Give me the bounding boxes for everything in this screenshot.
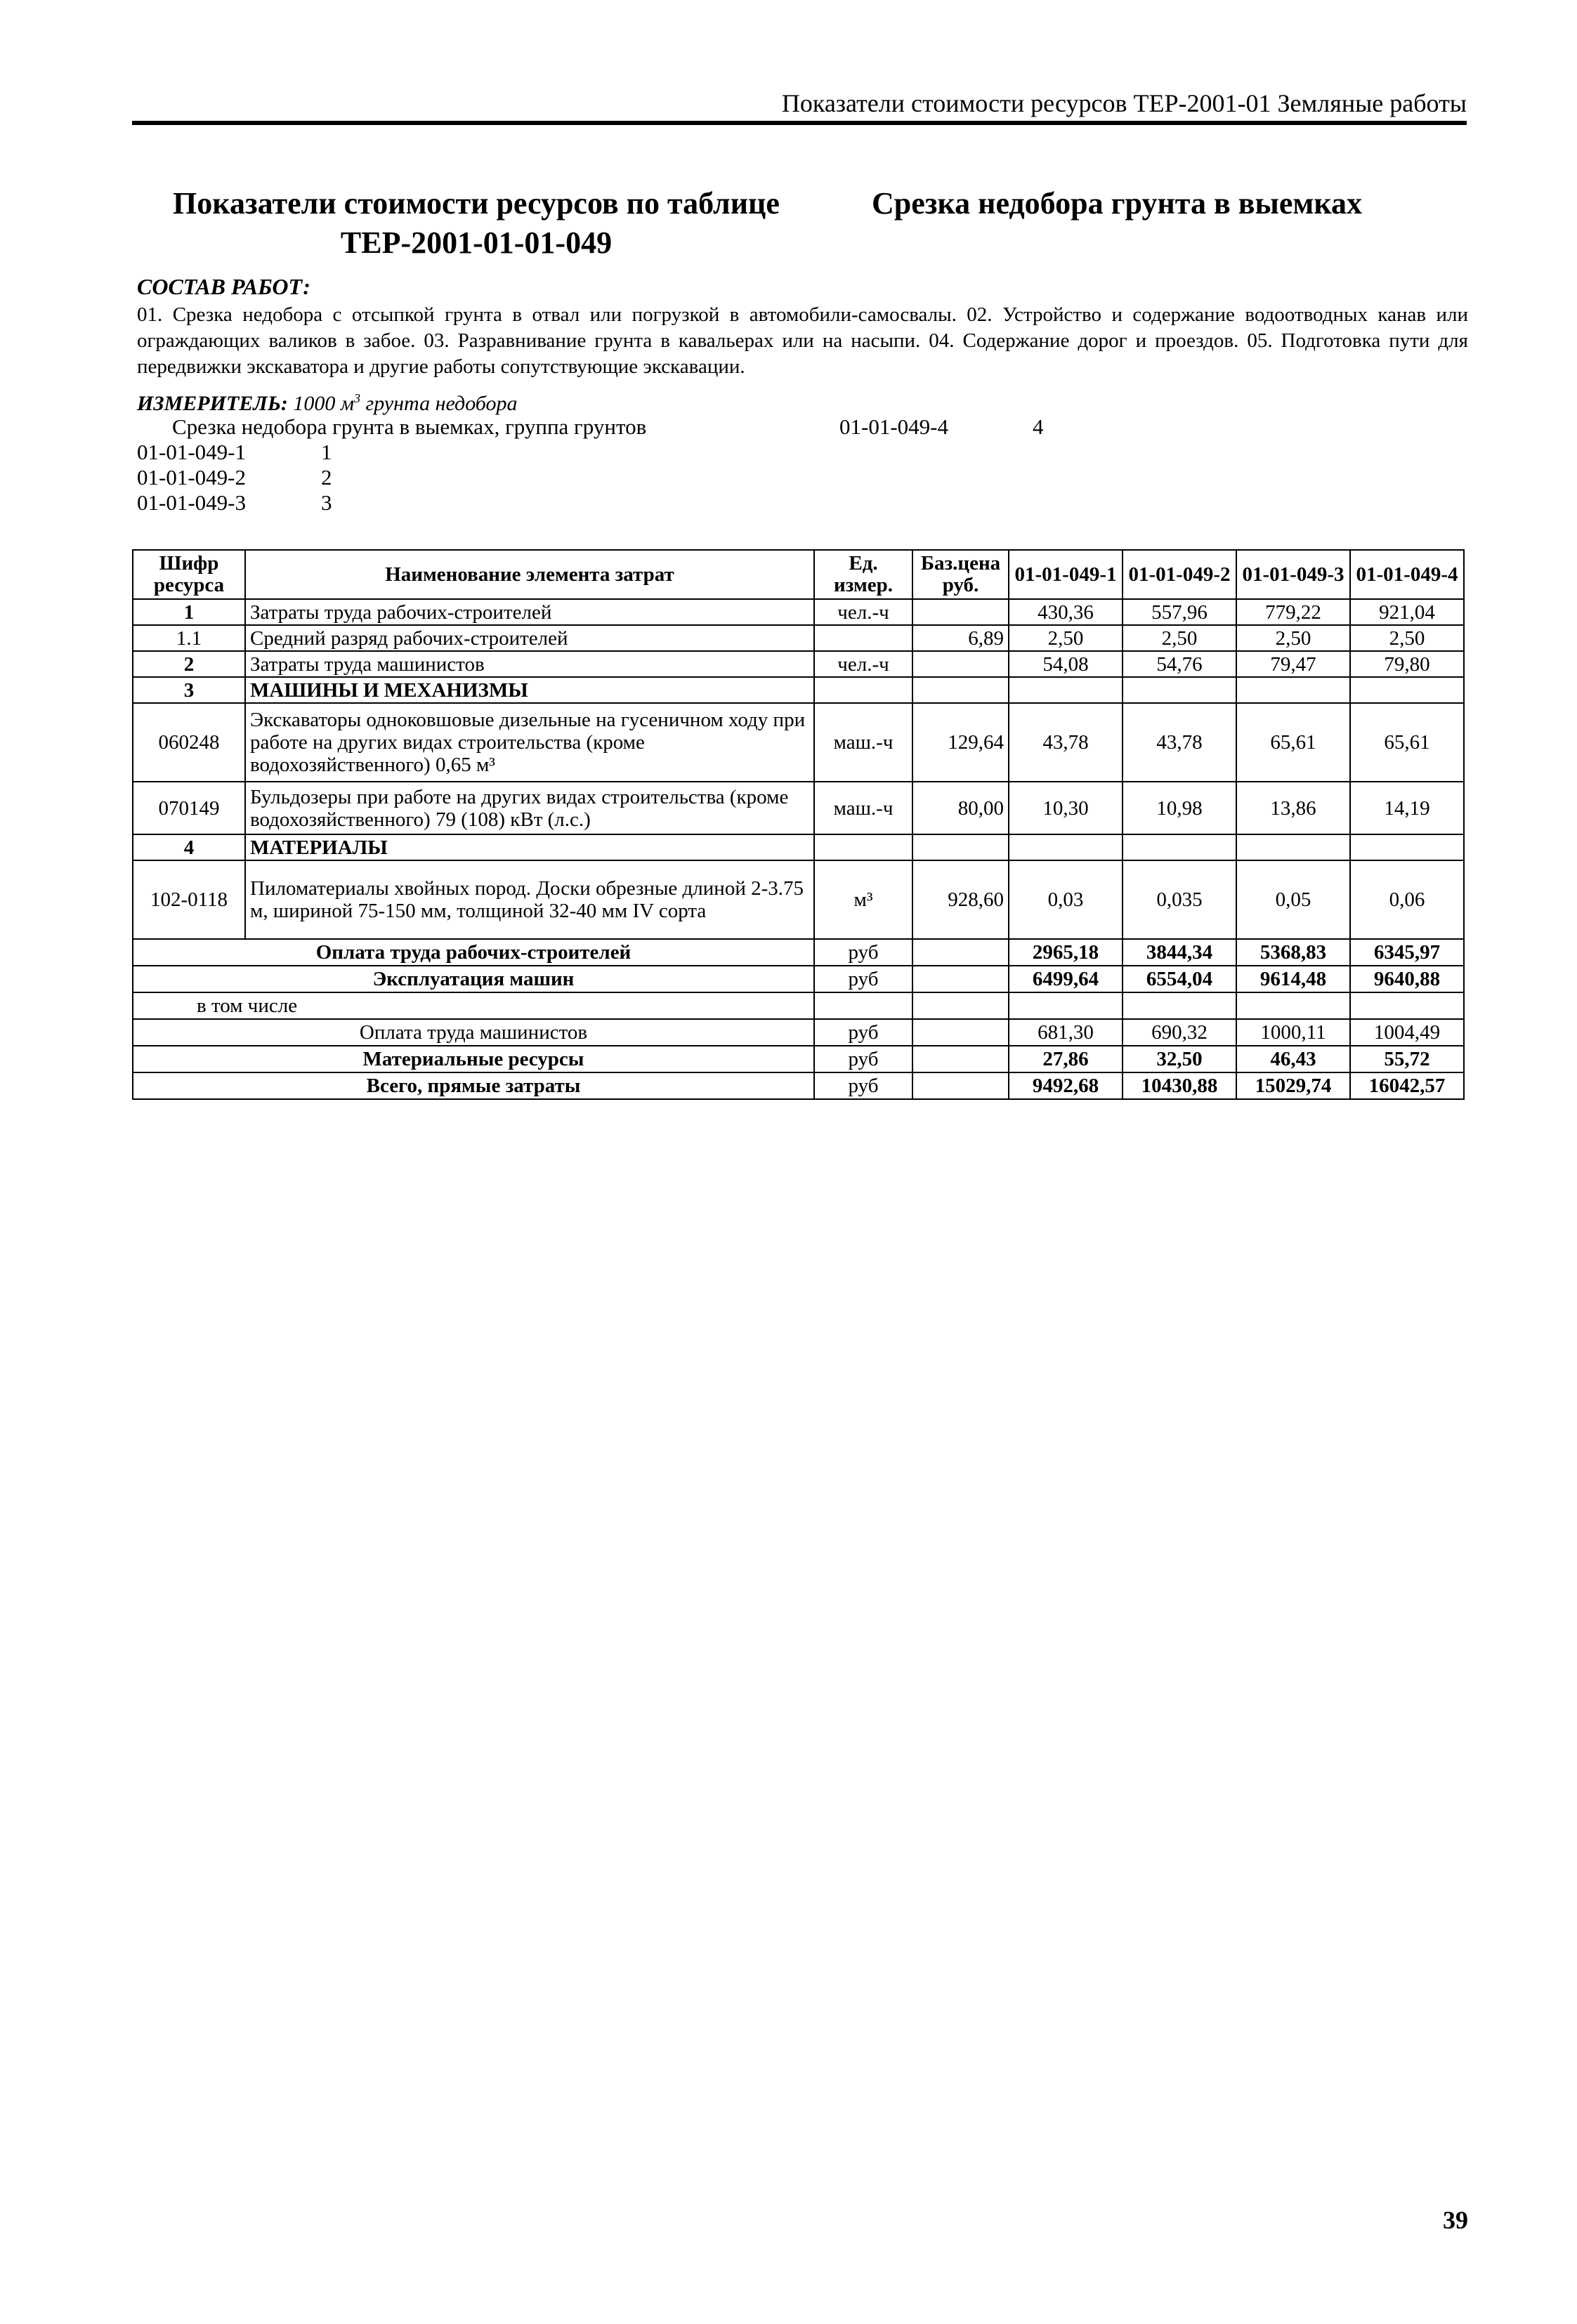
- cell-unit: [814, 834, 912, 860]
- summary-value: 9640,88: [1350, 966, 1464, 992]
- cell-value: 430,36: [1009, 599, 1123, 625]
- measure-value-pre: 1000 м: [293, 392, 355, 415]
- cell-value: [1350, 677, 1464, 703]
- cell-unit: маш.-ч: [814, 703, 912, 782]
- running-header: Показатели стоимости ресурсов ТЕР-2001-01 Земляные работы: [781, 89, 1467, 117]
- summary-value: 681,30: [1009, 1019, 1123, 1046]
- summary-label: Всего, прямые затраты: [133, 1072, 814, 1099]
- summary-price-empty: [912, 1046, 1009, 1072]
- measure-value: [293, 392, 517, 415]
- variant-code: 01-01-049-4: [839, 414, 948, 439]
- cell-unit: [814, 625, 912, 651]
- cell-value: 65,61: [1236, 703, 1350, 782]
- table-row: [133, 703, 1464, 782]
- cell-value: 2,50: [1009, 625, 1123, 651]
- header-code: Шифр ресурса: [133, 550, 245, 599]
- cell-value: 79,80: [1350, 651, 1464, 677]
- cell-price: 6,89: [912, 625, 1009, 651]
- variant-code: 01-01-049-2: [137, 465, 246, 490]
- cell-value: 0,05: [1236, 860, 1350, 939]
- summary-row-total: [133, 1072, 1464, 1099]
- summary-price-empty: [912, 1072, 1009, 1099]
- summary-row: [133, 966, 1464, 992]
- cell-value: 79,47: [1236, 651, 1350, 677]
- summary-row: [133, 1046, 1464, 1072]
- summary-value: 6499,64: [1009, 966, 1123, 992]
- cell-value: 0,03: [1009, 860, 1123, 939]
- table-row: [133, 782, 1464, 834]
- cell-value: [1236, 834, 1350, 860]
- summary-value: 9492,68: [1009, 1072, 1123, 1099]
- cell-name: Затраты труда машинистов: [245, 651, 814, 677]
- cell-name: Бульдозеры при работе на других видах строительства (кроме водохозяйственного) 79 (108) кВт (л.с.): [245, 782, 814, 834]
- header-col2: 01-01-049-2: [1123, 550, 1236, 599]
- cell-code: 2: [133, 651, 245, 677]
- cell-code: 4: [133, 834, 245, 860]
- summary-value: 2965,18: [1009, 939, 1123, 966]
- summary-value: [1123, 992, 1236, 1019]
- header-unit: Ед. измер.: [814, 550, 912, 599]
- cell-value: 2,50: [1350, 625, 1464, 651]
- summary-row: [133, 939, 1464, 966]
- page-number: 39: [1443, 2206, 1468, 2234]
- table-row: [133, 599, 1464, 625]
- cell-price: [912, 599, 1009, 625]
- cell-value: 0,035: [1123, 860, 1236, 939]
- cell-value: 43,78: [1009, 703, 1123, 782]
- cell-code: 060248: [133, 703, 245, 782]
- cell-value: 2,50: [1123, 625, 1236, 651]
- summary-value: 46,43: [1236, 1046, 1350, 1072]
- measure-label: ИЗМЕРИТЕЛЬ:: [137, 392, 288, 415]
- cell-name: Экскаваторы одноковшовые дизельные на гусеничном ходу при работе на других видах строительства (кроме водохозяйственного) 0,65 м³: [245, 703, 814, 782]
- summary-value: 27,86: [1009, 1046, 1123, 1072]
- summary-row: [133, 1019, 1464, 1046]
- cell-price: 129,64: [912, 703, 1009, 782]
- measure-value-sup: 3: [354, 391, 361, 405]
- cell-value: 557,96: [1123, 599, 1236, 625]
- cell-name: МАТЕРИАЛЫ: [245, 834, 814, 860]
- resource-cost-table: [132, 549, 1465, 1100]
- cell-price: 80,00: [912, 782, 1009, 834]
- summary-value: 16042,57: [1350, 1072, 1464, 1099]
- summary-value: 5368,83: [1236, 939, 1350, 966]
- summary-value: 55,72: [1350, 1046, 1464, 1072]
- variant-code: 01-01-049-1: [137, 440, 246, 464]
- cell-value: [1123, 834, 1236, 860]
- cell-value: 2,50: [1236, 625, 1350, 651]
- table-title-line2: ТЕР-2001-01-01-049: [340, 225, 613, 260]
- summary-label: Материальные ресурсы: [133, 1046, 814, 1072]
- summary-label: Эксплуатация машин: [133, 966, 814, 992]
- table-header-row: [133, 550, 1464, 599]
- summary-value: [1350, 992, 1464, 1019]
- table-row: [133, 677, 1464, 703]
- cell-name: Средний разряд рабочих-строителей: [245, 625, 814, 651]
- summary-unit: руб: [814, 1019, 912, 1046]
- summary-value: 1000,11: [1236, 1019, 1350, 1046]
- header-col1: 01-01-049-1: [1009, 550, 1123, 599]
- cell-price: [912, 677, 1009, 703]
- section-title: Срезка недобора грунта в выемках: [871, 186, 1363, 221]
- cell-code: 1.1: [133, 625, 245, 651]
- variant-group: 2: [321, 465, 332, 490]
- summary-value: 6554,04: [1123, 966, 1236, 992]
- cell-unit: [814, 677, 912, 703]
- variant-group: 3: [321, 490, 332, 515]
- cell-code: 102-0118: [133, 860, 245, 939]
- summary-label: Оплата труда рабочих-строителей: [133, 939, 814, 966]
- composition-label: СОСТАВ РАБОТ:: [137, 274, 310, 299]
- cell-unit: чел.-ч: [814, 651, 912, 677]
- cell-value: 921,04: [1350, 599, 1464, 625]
- summary-value: [1236, 992, 1350, 1019]
- cell-value: 43,78: [1123, 703, 1236, 782]
- cell-value: 14,19: [1350, 782, 1464, 834]
- summary-unit: руб: [814, 966, 912, 992]
- summary-label: Оплата труда машинистов: [133, 1019, 814, 1046]
- cell-value: 10,30: [1009, 782, 1123, 834]
- variant-group: 4: [1033, 414, 1044, 439]
- summary-value: 3844,34: [1123, 939, 1236, 966]
- summary-price-empty: [912, 992, 1009, 1019]
- cell-value: 54,08: [1009, 651, 1123, 677]
- cell-price: [912, 651, 1009, 677]
- cell-value: 13,86: [1236, 782, 1350, 834]
- summary-unit: [814, 992, 912, 1019]
- table-row: [133, 860, 1464, 939]
- variants-heading: Срезка недобора грунта в выемках, группа грунтов: [172, 414, 647, 439]
- cell-value: [1009, 677, 1123, 703]
- cell-price: [912, 834, 1009, 860]
- cell-value: 779,22: [1236, 599, 1350, 625]
- summary-unit: руб: [814, 1072, 912, 1099]
- variant-group: 1: [321, 440, 332, 464]
- cell-code: 3: [133, 677, 245, 703]
- summary-label: в том числе: [133, 992, 814, 1019]
- header-name: Наименование элемента затрат: [245, 550, 814, 599]
- measure-line: [137, 385, 518, 417]
- summary-value: 6345,97: [1350, 939, 1464, 966]
- cell-value: [1123, 677, 1236, 703]
- cell-name: Затраты труда рабочих-строителей: [245, 599, 814, 625]
- summary-value: 15029,74: [1236, 1072, 1350, 1099]
- cell-unit: маш.-ч: [814, 782, 912, 834]
- cell-value: 54,76: [1123, 651, 1236, 677]
- cell-code: 070149: [133, 782, 245, 834]
- summary-value: 10430,88: [1123, 1072, 1236, 1099]
- cell-value: [1236, 677, 1350, 703]
- summary-value: [1009, 992, 1123, 1019]
- header-rule: [132, 121, 1467, 125]
- cell-value: 0,06: [1350, 860, 1464, 939]
- cell-name: Пиломатериалы хвойных пород. Доски обрезные длиной 2-3.75 м, шириной 75-150 мм, толщиной 32-40 мм IV сорта: [245, 860, 814, 939]
- table-title-line1: Показатели стоимости ресурсов по таблице: [173, 186, 780, 221]
- cell-value: 10,98: [1123, 782, 1236, 834]
- summary-price-empty: [912, 966, 1009, 992]
- table-row: [133, 625, 1464, 651]
- summary-unit: руб: [814, 1046, 912, 1072]
- summary-unit: руб: [814, 939, 912, 966]
- header-col3: 01-01-049-3: [1236, 550, 1350, 599]
- summary-price-empty: [912, 1019, 1009, 1046]
- summary-value: 690,32: [1123, 1019, 1236, 1046]
- table-row: [133, 834, 1464, 860]
- summary-value: 1004,49: [1350, 1019, 1464, 1046]
- cell-value: [1350, 834, 1464, 860]
- cell-price: 928,60: [912, 860, 1009, 939]
- cell-unit: чел.-ч: [814, 599, 912, 625]
- summary-row: [133, 992, 1464, 1019]
- measure-value-post: грунта недобора: [360, 392, 518, 415]
- composition-text: 01. Срезка недобора с отсыпкой грунта в отвал или погрузкой в автомобили-самосвалы. 02. Устройство и содержание водоотводных канав или ограждающих валиков в забое. 03. Разравнивание грунта в кавальерах или на насыпи. 04. Содержание дорог и проездов. 05. Подготовка пути для передвижки экскаватора и другие работы сопутствующие экскавации.: [137, 303, 1468, 378]
- table-title: [132, 184, 820, 263]
- cell-name: МАШИНЫ И МЕХАНИЗМЫ: [245, 677, 814, 703]
- header-col4: 01-01-049-4: [1350, 550, 1464, 599]
- cell-value: [1009, 834, 1123, 860]
- table-row: [133, 651, 1464, 677]
- summary-price-empty: [912, 939, 1009, 966]
- summary-value: 32,50: [1123, 1046, 1236, 1072]
- variant-code: 01-01-049-3: [137, 490, 246, 515]
- cell-code: 1: [133, 599, 245, 625]
- cell-unit: м³: [814, 860, 912, 939]
- summary-value: 9614,48: [1236, 966, 1350, 992]
- header-base-price: Баз.цена руб.: [912, 550, 1009, 599]
- cell-value: 65,61: [1350, 703, 1464, 782]
